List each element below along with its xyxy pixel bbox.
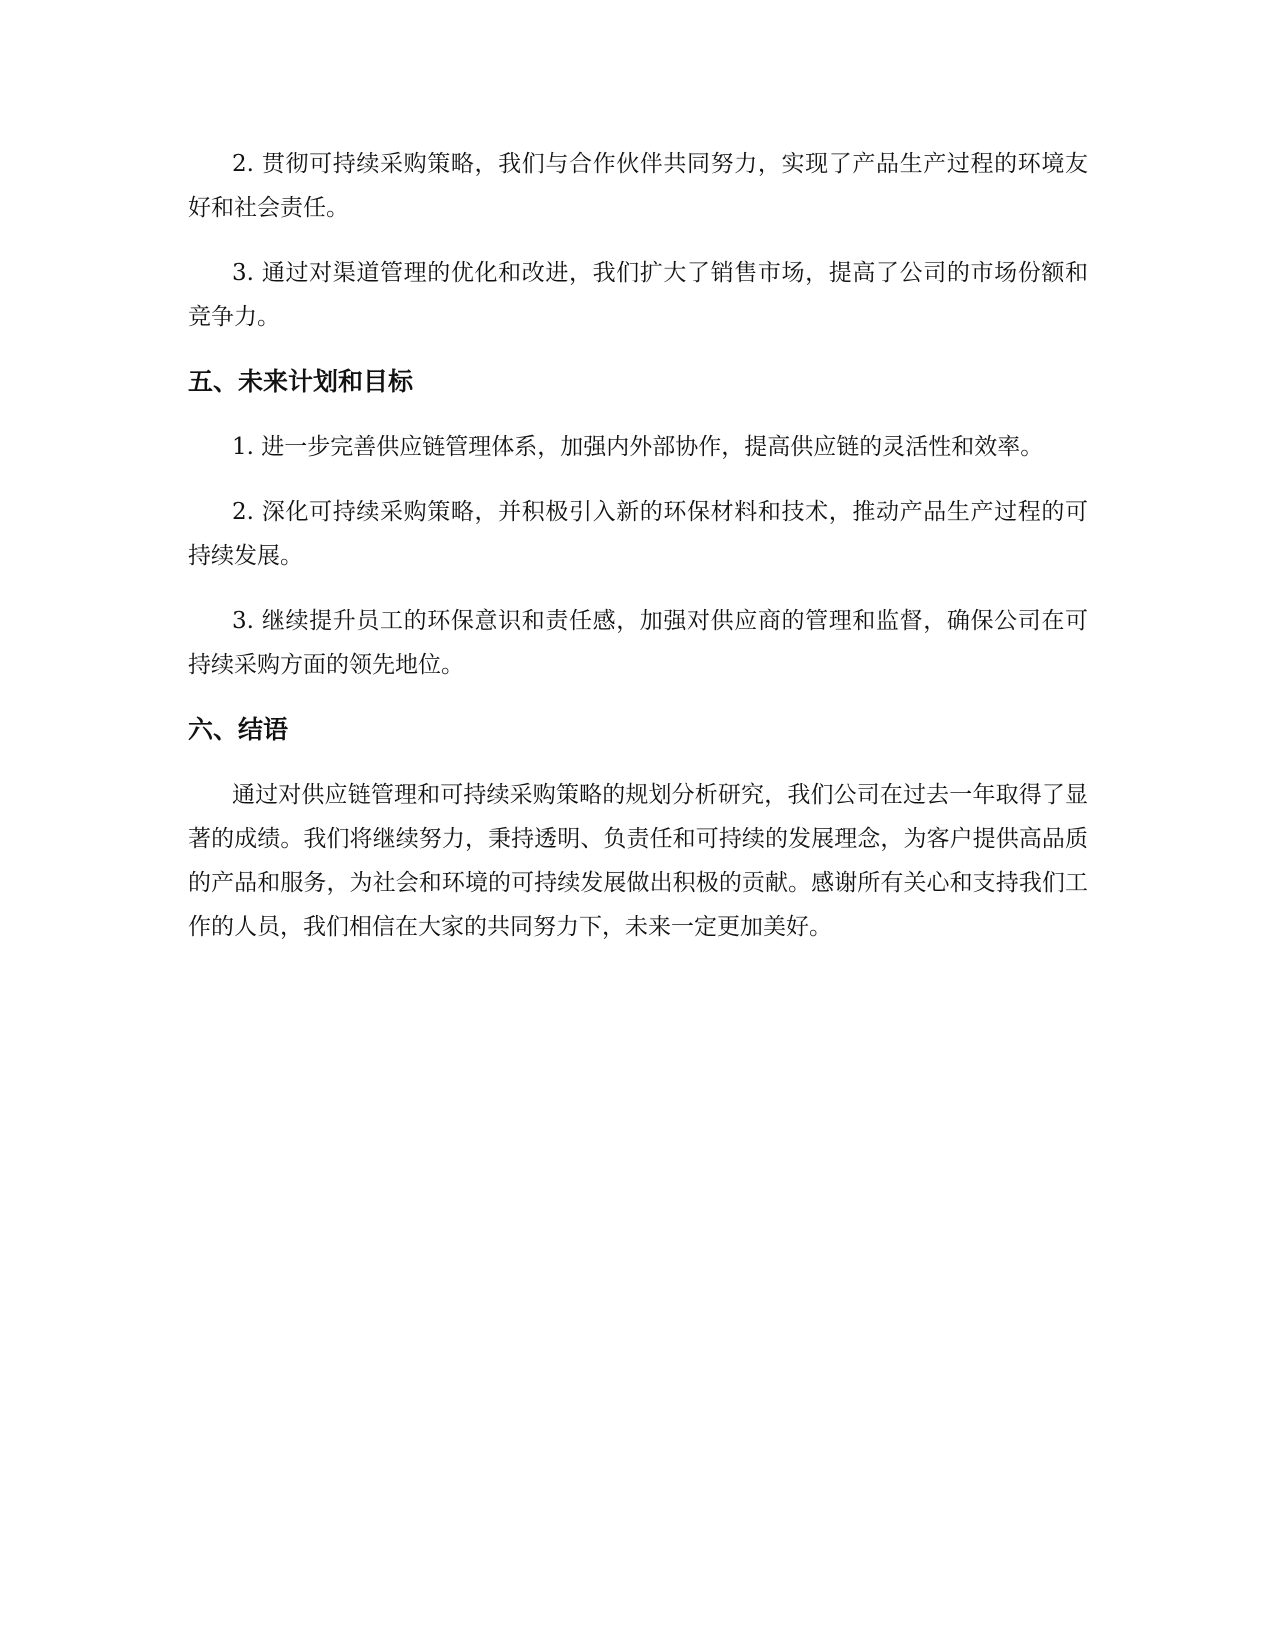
- document-content: [188, 142, 1088, 970]
- section-heading-conclusion: 六、结语: [188, 715, 289, 744]
- section-heading-future-plan: 五、未来计划和目标: [188, 367, 414, 396]
- achievement-item-2: 2. 贯彻可持续采购策略，我们与合作伙伴共同努力，实现了产品生产过程的环境友好和社会责任。: [188, 151, 1088, 221]
- achievement-item-3: 3. 通过对渠道管理的优化和改进，我们扩大了销售市场，提高了公司的市场份额和竞争力。: [188, 260, 1088, 330]
- conclusion-paragraph: 通过对供应链管理和可持续采购策略的规划分析研究，我们公司在过去一年取得了显著的成绩。我们将继续努力，秉持透明、负责任和可持续的发展理念，为客户提供高品质的产品和服务，为社会和环境的可持续发展做出积极的贡献。感谢所有关心和支持我们工作的人员，我们相信在大家的共同努力下，未来一定更加美好。: [188, 782, 1088, 940]
- future-plan-item-3: 3. 继续提升员工的环保意识和责任感，加强对供应商的管理和监督，确保公司在可持续采购方面的领先地位。: [188, 608, 1088, 678]
- future-plan-item-1: 1. 进一步完善供应链管理体系，加强内外部协作，提高供应链的灵活性和效率。: [232, 434, 1044, 460]
- future-plan-item-2: 2. 深化可持续采购策略，并积极引入新的环保材料和技术，推动产品生产过程的可持续发展。: [188, 499, 1088, 569]
